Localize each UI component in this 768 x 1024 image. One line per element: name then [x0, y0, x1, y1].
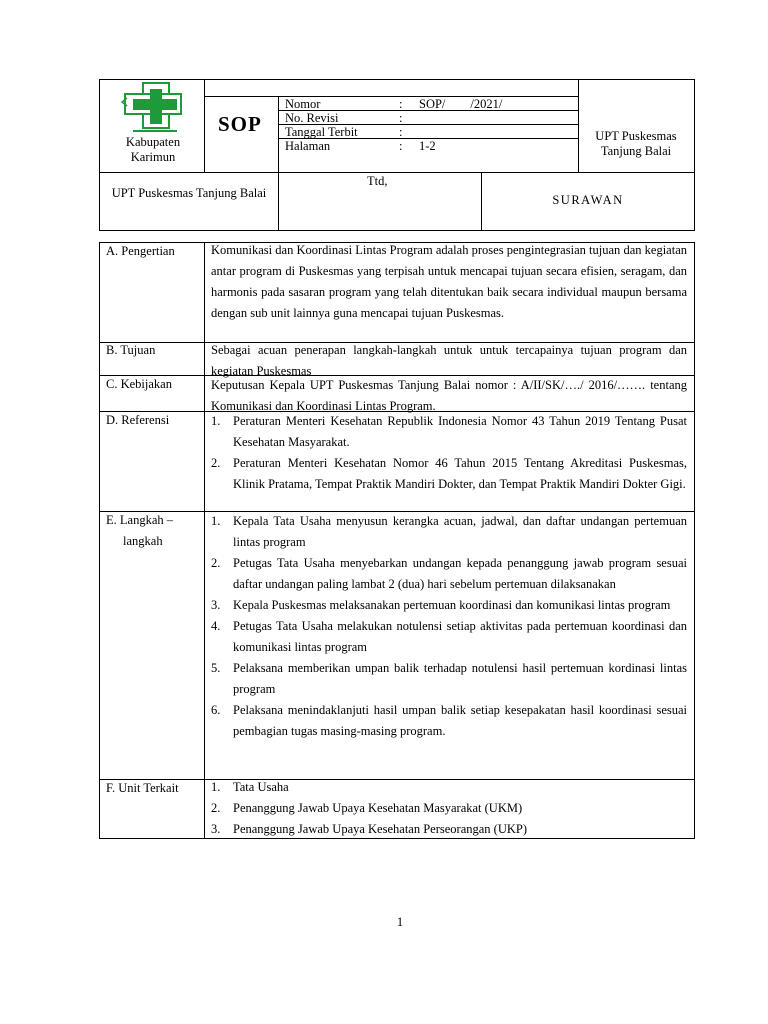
section-text-kebijakan: Keputusan Kepala UPT Puskesmas Tanjung Balai nomor : A/II/SK/…./ 2016/……. tentang Komunikasi dan Koordinasi Lintas Program. [211, 378, 687, 413]
list-number: 1. [211, 514, 221, 528]
list-number: 1. [211, 414, 221, 428]
page-number: 1 [396, 915, 404, 929]
signature-label: Ttd, [367, 174, 388, 188]
org-name-left: UPT Puskesmas Tanjung Balai [111, 186, 267, 200]
green-cross-icon [119, 82, 189, 134]
list-number: 2. [211, 556, 221, 570]
list-text: Pelaksana memberikan umpan balik terhadap notulensi hasil pertemuan kordinasi lintas program [233, 661, 687, 696]
list-number: 1. [211, 780, 221, 794]
list-item [211, 616, 687, 658]
meta-row-tanggal [285, 125, 358, 139]
list-number: 2. [211, 456, 221, 470]
section-label-referensi: D. Referensi [106, 413, 170, 427]
meta-row-halaman [285, 139, 330, 153]
list-item [211, 453, 687, 495]
header-divider [99, 172, 695, 173]
meta-col-divider [278, 96, 279, 172]
list-item [211, 411, 687, 453]
sig-col-divider [278, 172, 279, 231]
meta-row-nomor [285, 97, 320, 111]
meta-row-revisi [285, 111, 338, 125]
list-text: Peraturan Menteri Kesehatan Republik Indonesia Nomor 43 Tahun 2019 Tentang Pusat Kesehatan Masyarakat. [233, 414, 687, 449]
section-label-tujuan: B. Tujuan [106, 343, 156, 357]
content-col-divider [204, 242, 205, 839]
referensi-list [211, 411, 687, 495]
section-label-langkah: E. Langkah – [106, 513, 173, 527]
list-item [211, 798, 687, 819]
langkah-list [211, 511, 687, 742]
section-text-pengertian: Komunikasi dan Koordinasi Lintas Program adalah proses pengintegrasian tujuan dan kegiatan antar program di Puskesmas yang terpisah untuk mencapai tujuan secara efisien, seragam, dan harmonis pada sasaran program yang telah ditentukan baik secara individual maupun bersama dengan sub unit lainnya guna mencapai tujuan Puskesmas. [211, 243, 687, 320]
list-text: Petugas Tata Usaha melakukan notulensi setiap aktivitas pada pertemuan koordinasi dan komunikasi lintas program [233, 619, 687, 654]
list-text: Pelaksana menindaklanjuti hasil umpan balik setiap kesepakatan hasil koordinasi sesuai pembagian tugas masing-masing program. [233, 703, 687, 738]
list-item [211, 595, 687, 616]
list-number: 6. [211, 703, 221, 717]
meta-sep: : [399, 125, 403, 139]
list-text: Kepala Tata Usaha menyusun kerangka acuan, jadwal, dan daftar undangan pertemuan lintas program [233, 514, 687, 549]
section-label-pengertian: A. Pengertian [106, 244, 175, 258]
meta-label: Halaman [285, 139, 331, 153]
list-item [211, 658, 687, 700]
list-item [211, 553, 687, 595]
meta-sep: : [399, 111, 403, 125]
list-text: Petugas Tata Usaha menyebarkan undangan kepada penanggung jawab program sesuai daftar undangan paling lambat 2 (dua) hari sebelum pertemuan dilaksanakan [233, 556, 687, 591]
meta-value-halaman: 1-2 [419, 139, 436, 153]
section-text-tujuan: Sebagai acuan penerapan langkah-langkah untuk untuk tercapainya tujuan program dan kegiatan Puskesmas [211, 343, 687, 378]
org-name-right: UPT Puskesmas Tanjung Balai [595, 129, 677, 158]
list-item [211, 819, 687, 840]
list-item [211, 700, 687, 742]
list-number: 2. [211, 801, 221, 815]
list-number: 3. [211, 822, 221, 836]
section-label-kebijakan: C. Kebijakan [106, 377, 172, 391]
header-col-divider [578, 79, 579, 172]
list-number: 3. [211, 598, 221, 612]
list-text: Tata Usaha [233, 780, 289, 794]
list-number: 5. [211, 661, 221, 675]
list-text: Penanggung Jawab Upaya Kesehatan Masyarakat (UKM) [233, 801, 523, 815]
section-label-langkah-2: langkah [123, 534, 163, 548]
list-text: Kepala Puskesmas melaksanakan pertemuan koordinasi dan komunikasi lintas program [233, 598, 671, 612]
logo-label: Kabupaten Karimun [125, 135, 181, 164]
meta-sep: : [399, 97, 403, 111]
meta-value-nomor: SOP/ /2021/ [419, 97, 503, 111]
signer-name: SURAWAN [552, 193, 624, 207]
meta-label: Nomor [285, 97, 321, 111]
header-col-divider [204, 79, 205, 172]
unit-terkait-list [211, 777, 687, 840]
list-item [211, 511, 687, 553]
sop-title: SOP [218, 112, 262, 136]
meta-top-line [204, 96, 578, 97]
section-label-unit-terkait: F. Unit Terkait [106, 781, 179, 795]
meta-sep: : [399, 139, 403, 153]
list-number: 4. [211, 619, 221, 633]
list-item [211, 777, 687, 798]
list-text: Peraturan Menteri Kesehatan Nomor 46 Tahun 2015 Tentang Akreditasi Puskesmas, Klinik Pratama, Tempat Praktik Mandiri Dokter, dan Tempat Praktik Mandiri Dokter Gigi. [233, 456, 687, 491]
meta-label: Tanggal Terbit [285, 125, 358, 139]
puskesmas-logo [119, 82, 189, 134]
list-text: Penanggung Jawab Upaya Kesehatan Perseorangan (UKP) [233, 822, 528, 836]
meta-label: No. Revisi [285, 111, 339, 125]
